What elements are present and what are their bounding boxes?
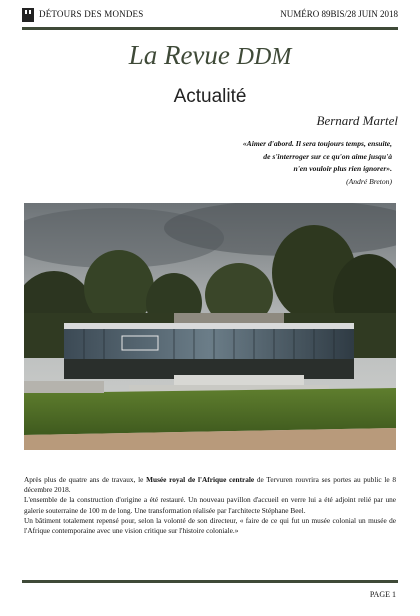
magazine-title-ddm: DDM <box>236 44 292 70</box>
article-body <box>24 475 396 536</box>
header-divider <box>22 27 398 30</box>
article-text: de Tervuren rouvrira ses portes au public le 8 décembre 2018. <box>24 475 396 495</box>
footer-divider <box>22 580 398 583</box>
brand-name: DÉTOURS DES MONDES <box>39 9 144 19</box>
issue-number: NUMÉRO 89BIS/28 JUIN 2018 <box>280 9 398 19</box>
article-paragraph <box>24 475 396 495</box>
section-title: Actualité <box>173 86 247 107</box>
museum-name: Musée royal de l'Afrique centrale <box>146 475 255 484</box>
article-paragraph: L'ensemble de la construction d'origine a été restauré. Un nouveau pavillon d'accueil en verre lui a été adjoint relié par une galerie souterraine de 100 m de long. Une transformation réalisée par l'architecte Stéphane Beel. <box>24 495 396 515</box>
quote-line: «Aimer d'abord. Il sera toujours temps, ensuite, <box>242 139 392 148</box>
museum-photo <box>24 203 396 450</box>
author-name: Bernard Martel <box>316 113 398 128</box>
museum-photo-illustration <box>24 203 396 450</box>
epigraph-quote <box>243 138 392 188</box>
quote-line: n'en vouloir plus rien ignorer». <box>293 164 392 173</box>
quote-source: (André Breton) <box>346 176 392 186</box>
magazine-title-main: La Revue <box>128 40 237 70</box>
article-text: Après plus de quatre ans de travaux, le <box>24 475 147 484</box>
magazine-title <box>0 40 420 71</box>
page-number: PAGE 1 <box>369 590 396 599</box>
magazine-logo-icon <box>22 8 34 22</box>
quote-line: de s'interroger sur ce qu'on aime jusqu'à <box>263 151 392 161</box>
article-paragraph: Un bâtiment totalement repensé pour, selon la volonté de son directeur, « faire de ce qui fut un musée colonial un musée de l'Afrique contemporaine avec une vision critique sur l'histoire coloniale.» <box>24 515 396 536</box>
